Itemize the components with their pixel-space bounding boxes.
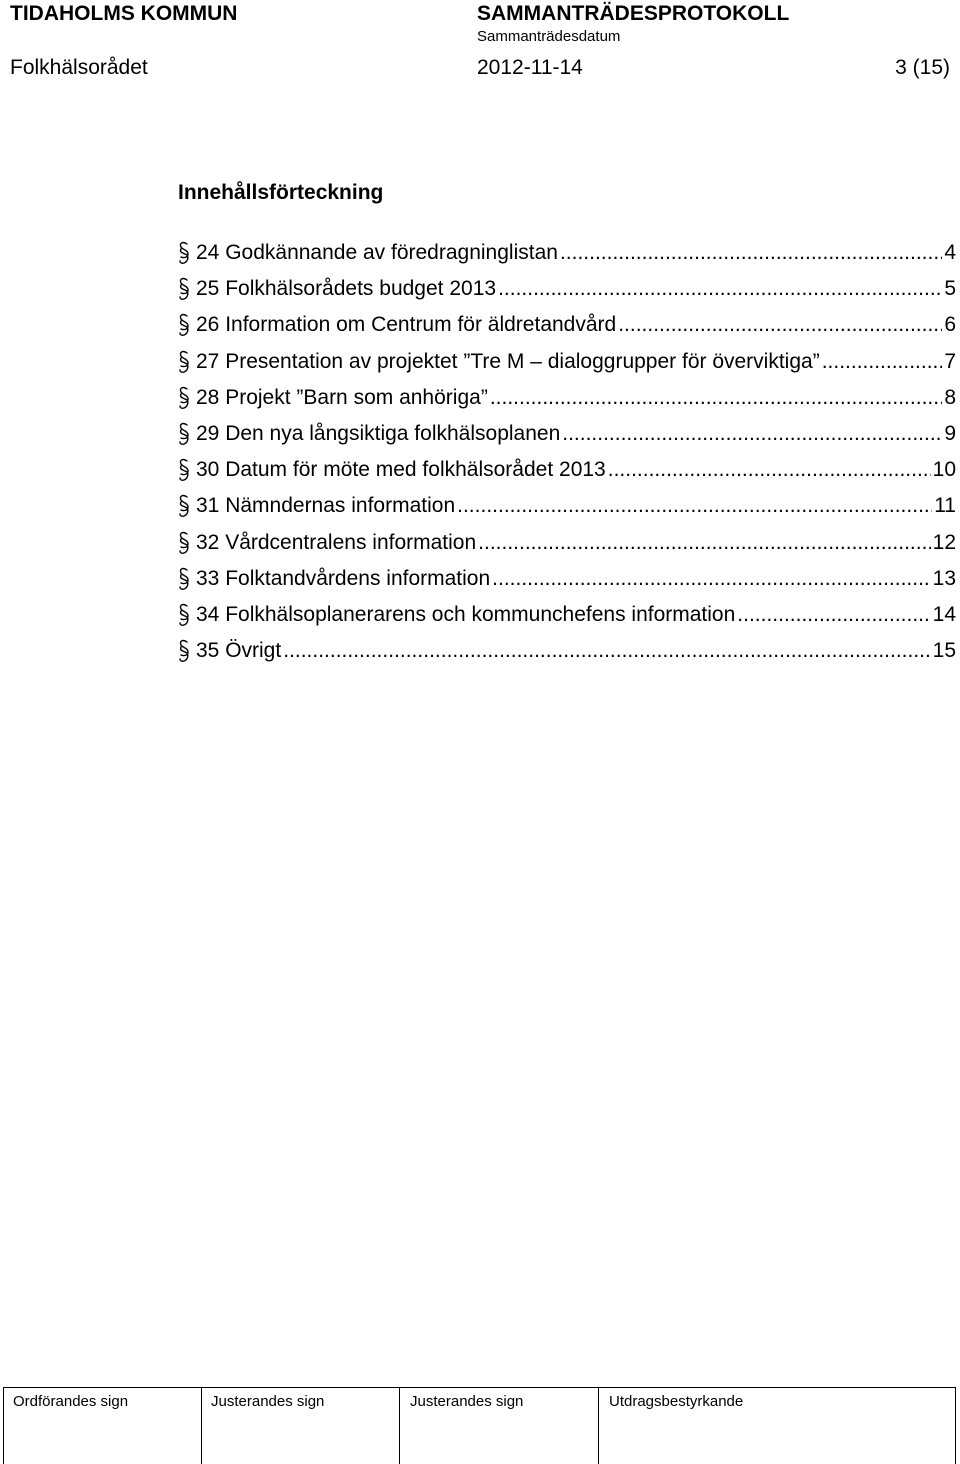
toc-item[interactable] — [178, 344, 956, 380]
toc-item-label: 33 Folktandvårdens information — [196, 566, 491, 590]
toc-item-page: 12 — [932, 530, 956, 554]
section-sign-icon — [178, 385, 190, 411]
section-sign-icon — [178, 457, 190, 483]
section-sign-icon — [178, 493, 190, 519]
section-sign-icon — [178, 276, 190, 302]
toc-item-label: 34 Folkhälsoplanerarens och kommunchefens information — [196, 602, 736, 626]
footer-divider — [955, 1387, 956, 1464]
adjuster-signature-label: Justerandes sign — [211, 1393, 325, 1410]
footer-divider — [598, 1387, 599, 1464]
footer-divider — [399, 1387, 400, 1464]
toc-item-page: 4 — [944, 241, 956, 265]
toc-leader-dots — [618, 313, 942, 337]
toc-item-page: 6 — [944, 313, 956, 337]
toc-item-label: 32 Vårdcentralens information — [196, 530, 477, 554]
section-sign-icon — [178, 602, 190, 628]
organization-name: TIDAHOLMS KOMMUN — [10, 2, 238, 25]
footer-top-rule — [3, 1387, 955, 1388]
chair-signature-label: Ordförandes sign — [13, 1393, 129, 1410]
footer-divider — [201, 1387, 202, 1464]
toc-item[interactable] — [178, 597, 956, 633]
section-sign-icon — [178, 312, 190, 338]
toc-item-label: 24 Godkännande av föredragninglistan — [196, 241, 558, 265]
toc-item-page: 5 — [944, 277, 956, 301]
section-sign-icon — [178, 421, 190, 447]
toc-item[interactable] — [178, 488, 956, 524]
signature-footer — [0, 1387, 960, 1464]
section-sign-icon — [178, 566, 190, 592]
toc-item-label: 35 Övrigt — [196, 639, 282, 663]
toc-item-label: 31 Nämndernas information — [196, 494, 456, 518]
footer-divider — [3, 1387, 4, 1464]
toc-leader-dots — [737, 603, 930, 627]
section-sign-icon — [178, 240, 190, 266]
section-sign-icon — [178, 530, 190, 556]
toc-leader-dots — [490, 386, 943, 410]
table-of-contents — [178, 235, 956, 669]
toc-item-page: 8 — [944, 385, 956, 409]
toc-leader-dots — [608, 458, 931, 482]
toc-item-page: 9 — [944, 422, 956, 446]
toc-item-page: 15 — [932, 639, 956, 663]
toc-item-label: 28 Projekt ”Barn som anhöriga” — [196, 385, 488, 409]
toc-item-page: 14 — [932, 602, 956, 626]
toc-title: Innehållsförteckning — [178, 181, 384, 204]
toc-item[interactable] — [178, 416, 956, 452]
toc-leader-dots — [562, 422, 942, 446]
meeting-date: 2012-11-14 — [477, 56, 583, 79]
toc-item-page: 11 — [934, 494, 956, 518]
toc-item[interactable] — [178, 271, 956, 307]
toc-leader-dots — [478, 531, 930, 555]
section-sign-icon — [178, 349, 190, 375]
toc-item[interactable] — [178, 525, 956, 561]
toc-item-label: 29 Den nya långsiktiga folkhälsoplanen — [196, 422, 561, 446]
extract-certification-label: Utdragsbestyrkande — [609, 1393, 744, 1410]
toc-item[interactable] — [178, 633, 956, 669]
toc-leader-dots — [492, 567, 930, 591]
toc-leader-dots — [560, 241, 942, 265]
toc-item-label: 25 Folkhälsorådets budget 2013 — [196, 277, 497, 301]
toc-item[interactable] — [178, 380, 956, 416]
page-number: 3 (15) — [895, 56, 950, 79]
committee-name: Folkhälsorådet — [10, 56, 148, 79]
toc-leader-dots — [822, 350, 943, 374]
toc-item[interactable] — [178, 235, 956, 271]
section-sign-icon — [178, 638, 190, 664]
toc-leader-dots — [498, 277, 942, 301]
toc-item[interactable] — [178, 307, 956, 343]
toc-item[interactable] — [178, 561, 956, 597]
toc-item-page: 13 — [932, 566, 956, 590]
toc-item-label: 27 Presentation av projektet ”Tre M – dialoggrupper för överviktiga” — [196, 349, 820, 373]
toc-item-label: 26 Information om Centrum för äldretandvård — [196, 313, 617, 337]
adjuster-signature-label: Justerandes sign — [410, 1393, 524, 1410]
document-type: SAMMANTRÄDESPROTOKOLL — [477, 2, 790, 25]
toc-leader-dots — [457, 494, 932, 518]
toc-item-page: 7 — [944, 349, 956, 373]
toc-item-page: 10 — [932, 458, 956, 482]
date-label: Sammanträdesdatum — [477, 28, 621, 45]
toc-leader-dots — [283, 639, 930, 663]
toc-item-label: 30 Datum för möte med folkhälsorådet 2013 — [196, 458, 606, 482]
toc-item[interactable] — [178, 452, 956, 488]
